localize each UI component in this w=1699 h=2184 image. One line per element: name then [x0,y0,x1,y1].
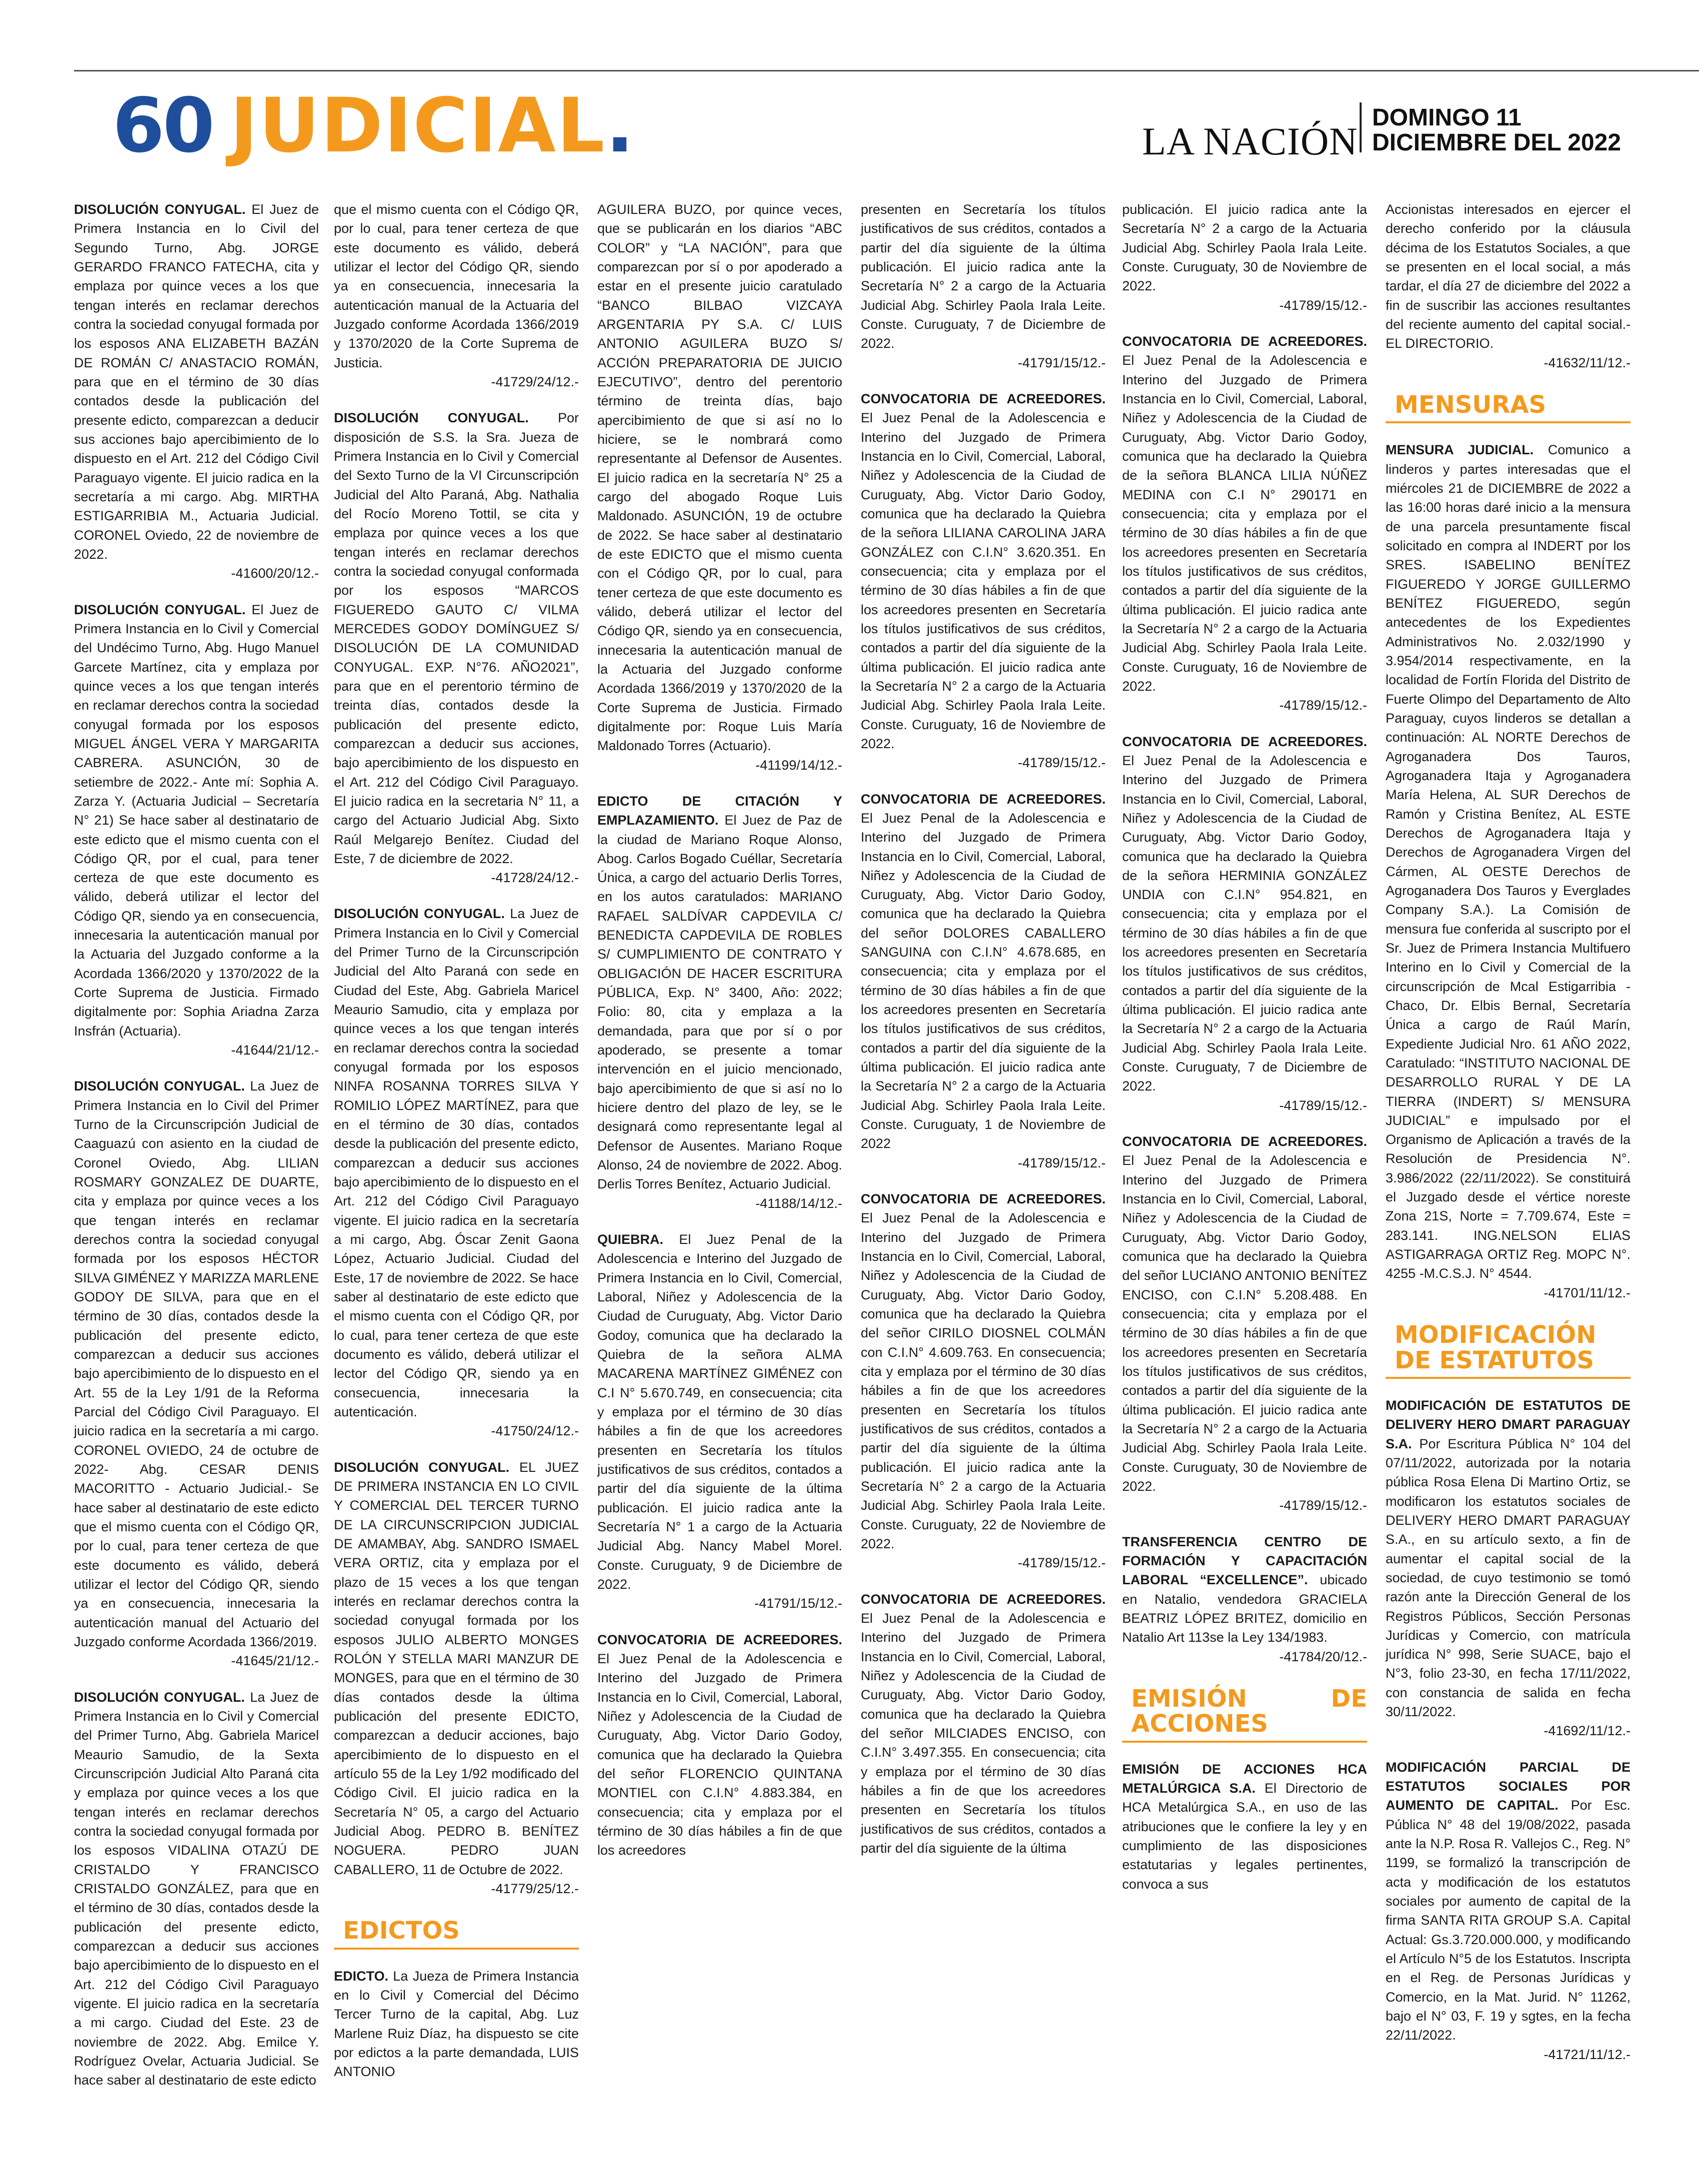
section-header: EDICTOS [334,1915,579,1949]
notice-body: ubicado en Natalio, vendedora GRACIELA BEATRIZ LÓPEZ BRITEZ, domicilio en Natalio Art 113se la Ley 134/1983. [1122,1572,1367,1645]
column-5 [1122,200,1367,1911]
page-number: 60 [112,82,213,169]
notice-body: La Juez de Primera Instancia en lo Civil y Comercial del Primer Turno de la Circunscripción Judicial del Alto Paraná con sede en Ciudad del Este, Abg. Gabriela Maricel Meaurio Samudio, cita y emplaza por quince veces a los que tengan interés en reclamar derechos contra la sociedad conyugal formada por los esposos NINFA ROSANNA TORRES SILVA Y ROMILIO LÓPEZ MARTÍNEZ, para que en el término de 30 días, contados desde la publicación del presente edicto, comparezcan a deducir sus acciones bajo apercibimiento de lo dispuesto en el Art. 212 del Código Civil Paraguayo vigente. El juicio radica en la secretaría a mi cargo, Abg. Óscar Zenit Gaona López, Actuario Judicial. Ciudad del Este, 17 de noviembre de 2022. Se hace saber al destinatario de este edicto que el mismo cuenta con el Código QR, por lo cual, para tener certeza de que este documento es válido, deberá utilizar el lector del Código QR, siendo ya en consecuencia, innecesaria la autenticación. [334,906,579,1420]
notice-ref: -41721/11/12.- [1544,2047,1631,2062]
date-weekday: DOMINGO 11 [1372,104,1522,131]
notice [861,790,1106,1173]
notice-ref: -41789/15/12.- [1279,297,1367,313]
notice-body: AGUILERA BUZO, por quince veces, que se publicarán en los diarios “ABC COLOR” y “LA NACIÓN”, para que comparezcan por sí o por apoderado a estar en el presente juicio caratulado “BANCO BILBAO VIZCAYA ARGENTARIA PY S.A. C/ LUIS ANTONIO AGUILERA BUZO S/ ACCIÓN PREPARATORIA DE JUICIO EJECUTIVO”, dentro del perentorio término de treinta días, bajo apercibimiento de que si así no lo hiciere, se le nombrará como representante al Defensor de Ausentes. El juicio radica en la secretaría N° 25 a cargo del abogado Roque Luis Maldonado. ASUNCIÓN, 19 de octubre de 2022. Se hace saber al destinatario de este EDICTO que el mismo cuenta con el Código QR, por lo cual, para tener certeza de que este documento es válido, deberá utilizar el lector del Código QR, siendo ya en consecuencia, innecesaria la autenticación manual de la Actuaria del Juzgado conforme Acordada 1366/2019 y 1370/2020 de la Corte Suprema de Justicia. Firmado digitalmente por: Roque Luis María Maldonado Torres (Actuario). [597,202,842,754]
notice-title: CONVOCATORIA DE ACREEDORES. [597,1632,842,1647]
notice [861,200,1106,372]
notice-title: CONVOCATORIA DE ACREEDORES. [861,1591,1106,1607]
notice-title: DISOLUCIÓN CONYUGAL. [334,1459,510,1475]
notice-title: CONVOCATORIA DE ACREEDORES. [861,1191,1106,1207]
notice-title: DISOLUCIÓN CONYUGAL. [334,906,505,922]
notice-ref: -41789/15/12.- [1279,1097,1367,1113]
notice-body: presenten en Secretaría los títulos justificativos de sus créditos, contados a partir del día siguiente de la última publicación. El juicio radica ante la Secretaría N° 2 a cargo de la Actuaria Judicial Abg. Schirley Paola Irala Leite. Conste. Curuguaty, 7 de Diciembre de 2022. [861,202,1106,351]
notice-title: EMISIÓN DE ACCIONES HCA METALÚRGICA S.A. [1122,1761,1367,1796]
notice-body: Por Esc. Pública N° 48 del 19/08/2022, pasada ante la N.P. Rosa R. Vallejos C., Reg. N° 1199, se formalizó la transcripción de acta y modificación de los estatutos sociales por aumento de capital de la firma SANTA RITA GROUP S.A. Capital Actual: Gs.3.720.000.000, y modificando el Artículo N°5 de los Estatutos. Inscripta en el Reg. de Personas Jurídicas y Comercio, en la Mat. Jurid. N° 11262, bajo el N° 03, F. 19 y sgtes, en la fecha 22/11/2022. [1386,1798,1631,2043]
notice-ref: -41789/15/12.- [1018,1155,1106,1170]
notice [1122,1760,1367,1894]
newspaper-logo: LA NACIÓN [1142,119,1358,163]
notice-title: CONVOCATORIA DE ACREEDORES. [1122,1134,1367,1149]
notice-title: MENSURA JUDICIAL. [1386,442,1534,458]
notice-ref: -41789/15/12.- [1018,1555,1106,1571]
notice-body: Por disposición de S.S. la Sra. Jueza de Primera Instancia en lo Civil y Comercial del Sexto Turno de la VI Circunscripción Judicial del Alto Paraná, Abg. Nathalia del Rocío Moreno Tottil, se cita y emplaza por quince veces a los que tengan interés en reclamar derechos contra la sociedad conyugal conformada por los esposos “MARCOS FIGUEREDO GAUTO C/ VILMA MERCEDES GODOY DOMÍNGUEZ S/ DISOLUCIÓN DE LA COMUNIDAD CONYUGAL. EXP. N°76. AÑO2021”, para que en el perentorio término de treinta días, contados desde la publicación del presente edicto, comparezcan a deducir sus acciones, bajo apercibimiento de los dispuesto en el Art. 212 del Código Civil Paraguayo. El juicio radica en la secretaria N° 11, a cargo del Actuario Judicial Abg. Sixto Raúl Melgarejo Benítez. Ciudad del Este, 7 de diciembre de 2022. [334,410,579,866]
notice-title: CONVOCATORIA DE ACREEDORES. [1122,333,1367,349]
notice-title: DISOLUCIÓN CONYUGAL. [74,1689,245,1705]
notice-body: El Juez Penal de la Adolescencia e Interino del Juzgado de Primera Instancia en lo Civil, Comercial, Laboral, Niñez y Adolescencia de la Ciudad de Curuguaty, Abg. Victor Dario Godoy, comunica que ha declarado la Quiebra de la señora LILIANA CAROLINA JARA GONZÁLEZ con C.I.N° 3.620.351. En consecuencia; cita y emplaza por el término de 30 días hábiles a fin de que los acreedores presenten en Secretaría los títulos justificativos de sus créditos, contados a partir del día siguiente de la última publicación. El juicio radica ante la Secretaría N° 2 a cargo de la Actuaria Judicial Abg. Schirley Paola Irala Leite. Conste. Curuguaty, 16 de Noviembre de 2022. [861,410,1106,751]
notice-body: publicación. El juicio radica ante la Secretaría N° 2 a cargo de la Actuaria Judicial Abg. Schirley Paola Irala Leite. Conste. Curuguaty, 30 de Noviembre de 2022. [1122,202,1367,294]
notice-title: CONVOCATORIA DE ACREEDORES. [861,391,1106,406]
notice-body: El Juez Penal de la Adolescencia e Interino del Juzgado de Primera Instancia en lo Civil, Comercial, Laboral, Niñez y Adolescencia de la Ciudad de Curuguaty, Abg. Victor Dario Godoy, comunica que ha declarado la Quiebra de la señora ALMA MACARENA MARTÍNEZ GIMÉNEZ con C.I N° 5.670.749, en consecuencia; cita y emplaza por el término de 30 días hábiles a fin de que los acreedores presenten en Secretaría los títulos justificativos de sus créditos, contados a partir del día siguiente de la última publicación. El juicio radica ante la Secretaría N° 1 a cargo de la Actuaria Judicial Abg. Nancy Mabel Morel. Conste. Curuguaty, 9 de Diciembre de 2022. [597,1232,842,1592]
notice-body: El Juez Penal de la Adolescencia e Interino del Juzgado de Primera Instancia en lo Civil, Comercial, Laboral, Niñez y Adolescencia de la Ciudad de Curuguaty, Abg. Victor Dario Godoy, comunica que ha declarado la Quiebra del señor CIRILO DIOSNEL COLMÁN con C.I.N° 4.609.763. En consecuencia; cita y emplaza por el término de 30 días hábiles a fin de que los acreedores presenten en Secretaría los títulos justificativos de sus créditos, contados a partir del día siguiente de la última publicación. El juicio radica ante la Secretaría N° 2 a cargo de la Actuaria Judicial Abg. Schirley Paola Irala Leite. Conste. Curuguaty, 22 de Noviembre de 2022. [861,1210,1106,1551]
section-header: EMISIÓN DE ACCIONES [1122,1683,1367,1743]
notice-body: La Juez de Primera Instancia en lo Civil del Primer Turno de la Circunscripción Judicial de Caaguazú con asiento en la ciudad de Coronel Oviedo, Abg. LILIAN ROSMARY GONZALEZ DE DUARTE, cita y emplaza por quince veces a los que tengan interés en reclamar derechos contra la sociedad conyugal formada por los esposos HÉCTOR SILVA GIMÉNEZ Y MARIZZA MARLENE GODOY DE SILVA, para que en el término de 30 días, contados desde la publicación del presente edicto, comparezcan a deducir sus acciones bajo apercibimiento de lo dispuesto en el Art. 55 de la Ley 1/91 de la Reforma Parcial del Código Civil Paraguayo. El juicio radica en la secretaría a mi cargo. CORONEL OVIEDO, 24 de octubre de 2022- Abg. CESAR DENIS MACORITTO - Actuario Judicial.- Se hace saber al destinatario de este edicto que el mismo cuenta con el Código QR, por lo cual, para tener certeza de que este documento es válido, deberá utilizar el lector del Código QR, siendo ya en consecuencia, innecesaria la autenticación manual del Actuario del Juzgado conforme Acordada 1366/2019. [74,1079,319,1649]
notice-body: El Juez Penal de la Adolescencia e Interino del Juzgado de Primera Instancia en lo Civil, Comercial, Laboral, Niñez y Adolescencia de la Ciudad de Curuguaty, Abg. Victor Dario Godoy, comunica que ha declarado la Quiebra de la señora BLANCA LILIA NÚÑEZ MEDINA con C.I N° 290171 en consecuencia; cita y emplaza por el término de 30 días hábiles a fin de que los acreedores presenten en Secretaría los títulos justificativos de sus créditos, contados a partir del día siguiente de la última publicación. El juicio radica ante la Secretaría N° 2 a cargo de la Actuaria Judicial Abg. Schirley Paola Irala Leite. Conste. Curuguaty, 16 de Noviembre de 2022. [1122,353,1367,694]
notice [334,904,579,1440]
notice-ref: -41645/21/12.- [231,1653,319,1669]
notice-body: Por Escritura Pública N° 104 del 07/11/2022, autorizada por la notaria pública Rosa Elena Di Martino Ortiz, se modificaron los estatutos sociales de DELIVERY HERO DMART PARAGUAY S.A., en su artículo sexto, a fin de aumentar el capital social de la sociedad, de cuyo testimonio se tomó razón ante la Dirección General de los Registros Públicos, Sección Personas Jurídicas y Comercio, con matrícula jurídica N° 998, Serie SUACE, bajo el N°3, folio 23-30, en fecha 17/11/2022, con constancia de salida en fecha 30/11/2022. [1386,1436,1631,1720]
notice [334,200,579,391]
header-rule [74,70,1699,71]
section-header: MODIFICACIÓN DE ESTATUTOS [1386,1319,1631,1379]
notice [1386,1758,1631,2064]
notice-body: El Juez Penal de la Adolescencia e Interino del Juzgado de Primera Instancia en lo Civil, Comercial, Laboral, Niñez y Adolescencia de la Ciudad de Curuguaty, Abg. Victor Dario Godoy, comunica que ha declarado la Quiebra del señor LUCIANO ANTONIO BENÍTEZ ENCISO, con C.I.N° 5.208.488. En consecuencia; cita y emplaza por el término de 30 días hábiles a fin de que los acreedores presenten en Secretaría los títulos justificativos de sus créditos, contados a partir del día siguiente de la última publicación. El juicio radica ante la Secretaría N° 2 a cargo de la Actuaria Judicial Abg. Schirley Paola Irala Leite. Conste. Curuguaty, 30 de Noviembre de 2022. [1122,1153,1367,1494]
notice [74,1077,319,1670]
notice-ref: -41750/24/12.- [491,1423,579,1439]
notice [1386,440,1631,1302]
notice-title: EDICTO. [334,1968,389,1984]
notice-body: EL JUEZ DE PRIMERA INSTANCIA EN LO CIVIL Y COMERCIAL DEL TERCER TURNO DE LA CIRCUNSCRIPCION JUDICIAL DE AMAMBAY, Abg. SANDRO ISMAEL VERA ORTIZ, cita y emplaza por el plazo de 15 veces a los que tengan interés en reclamar derechos contra la sociedad conyugal formada por los esposos JULIO ALBERTO MONGES ROLÓN Y STELLA MARI MANZUR DE MONGES, para que en el término de 30 días contados desde la última publicación del presente EDICTO, comparezcan a deducir acciones, bajo apercibimiento de lo dispuesto en el artículo 55 de la Ley 1/92 modificado del Código Civil. El juicio radica en la Secretaría N° 05, a cargo del Actuario Judicial Abog. PEDRO B. BENÍTEZ NOGUERA. PEDRO JUAN CABALLERO, 11 de Octubre de 2022. [334,1459,579,1877]
notice-ref: -41789/15/12.- [1279,698,1367,713]
notice [597,1230,842,1613]
notice-body: La Juez de Primera Instancia en lo Civil y Comercial del Primer Turno, Abg. Gabriela Maricel Meaurio Samudio, de la Sexta Circunscripción Judicial Alto Paraná cita y emplaza por quince veces a los que tengan interés en reclamar derechos contra la sociedad conyugal formada por los esposos VIDALINA OTAZÚ DE CRISTALDO Y FRANCISCO CRISTALDO GONZÁLEZ, para que en el término de 30 días, contados desde la publicación del presente edicto, comparezcan a deducir sus acciones bajo apercibimiento de lo dispuesto en el Art. 212 del Código Civil Paraguayo vigente. El juicio radica en la secretaría a mi cargo. Ciudad del Este. 23 de noviembre de 2022. Abg. Emilce Y. Rodríguez Ovelar, Actuaria Judicial. Se hace saber al destinatario de este edicto [74,1689,319,2088]
section-title [230,82,635,169]
notice-body: que el mismo cuenta con el Código QR, por lo cual, para tener certeza de que este documento es válido, deberá utilizar el lector del Código QR, siendo ya en consecuencia, innecesaria la autenticación manual de la Actuaria del Juzgado conforme Acordada 1366/2019 y 1370/2020 de la Corte Suprema de Justicia. [334,202,579,370]
notice-body: El Juez Penal de la Adolescencia e Interino del Juzgado de Primera Instancia en lo Civil, Comercial, Laboral, Niñez y Adolescencia de la Ciudad de Curuguaty, Abg. Victor Dario Godoy, comunica que ha declarado la Quiebra de la señora HERMINIA GONZÁLEZ UNDIA con C.I.N° 954.821, en consecuencia; cita y emplaza por el término de 30 días hábiles a fin de que los acreedores presenten en Secretaría los títulos justificativos de sus créditos, contados a partir del día siguiente de la última publicación. El juicio radica ante la Secretaría N° 2 a cargo de la Actuaria Judicial Abg. Schirley Paola Irala Leite. Conste. Curuguaty, 7 de Diciembre de 2022. [1122,753,1367,1094]
column-6 [1386,200,1631,2081]
notice-title: TRANSFERENCIA CENTRO DE FORMACIÓN Y CAPACITACIÓN LABORAL “EXCELLENCE”. [1122,1534,1367,1588]
notice-ref: -41600/20/12.- [231,566,319,581]
notice-ref: -41632/11/12.- [1544,355,1631,370]
notice-body: El Juez de Paz de la ciudad de Mariano Roque Alonso, Abog. Carlos Bogado Cuéllar, Secretaría Única, a cargo del actuario Derlis Torres, en los autos caratulados: MARIANO RAFAEL SALDÍVAR CAPDEVILA C/ BENEDICTA CAPDEVILA DE ROBLES S/ CUMPLIMIENTO DE CONTRATO Y OBLIGACIÓN DE HACER ESCRITURA PÚBLICA, Exp. N° 3400, Año: 2022; Folio: 80, cita y emplaza a la demandada, para que por sí o por apoderado, se presente a tomar intervención en el juicio mencionado, bajo apercibimiento de que si así no lo hiciere dentro del plazo de ley, se le designará como representante legal al Defensor de Ausentes. Mariano Roque Alonso, 24 de noviembre de 2022. Abog. Derlis Torres Benítez, Actuario Judicial. [597,813,842,1192]
notice-ref: -41188/14/12.- [755,1195,842,1211]
notice-ref: -41779/25/12.- [491,1881,579,1896]
notice [1122,732,1367,1115]
section-dot: . [605,82,635,169]
column-4 [861,200,1106,1875]
notice-body: El Directorio de HCA Metalúrgica S.A., en uso de las atribuciones que le confiere la ley y en cumplimiento de las disposiciones estatutarias y legales pertinentes, convoca a sus [1122,1781,1367,1892]
notice-body: El Juez Penal de la Adolescencia e Interino del Juzgado de Primera Instancia en lo Civil, Comercial, Laboral, Niñez y Adolescencia de la Ciudad de Curuguaty, Abg. Victor Dario Godoy, comunica que ha declarado la Quiebra del señor MILCIADES ENCISO, con C.I.N° 3.497.355. En consecuencia; cita y emplaza por el término de 30 días hábiles a fin de que los acreedores presenten en Secretaría los títulos justificativos de sus créditos, contados a partir del día siguiente de la última [861,1610,1106,1856]
notice [1122,332,1367,715]
notice-ref: -41701/11/12.- [1544,1285,1631,1300]
notice [1122,1532,1367,1666]
notice-ref: -41692/11/12.- [1544,1723,1631,1739]
notice-body: La Jueza de Primera Instancia en lo Civil y Comercial del Décimo Tercer Turno de la capital, Abg. Luz Marlene Ruiz Díaz, ha dispuesto se cite por edictos a la parte demandada, LUIS ANTONIO [334,1968,579,2080]
notice-ref: -41729/24/12.- [491,374,579,389]
notice-title: CONVOCATORIA DE ACREEDORES. [861,791,1106,807]
notice-ref: -41791/15/12.- [1018,355,1106,370]
notice [1122,1132,1367,1515]
section-header: MENSURAS [1386,389,1631,423]
notice-body: El Juez de Primera Instancia en lo Civil y Comercial del Undécimo Turno, Abg. Hugo Manuel Garcete Martínez, cita y emplaza por quince veces a los que tengan interés en reclamar derechos contra la sociedad conyugal formada por los esposos MIGUEL ÁNGEL VERA Y MARGARITA CABRERA. ASUNCIÓN, 30 de setiembre de 2022.- Ante mí: Sophia A. Zarza Y. (Actuaria Judicial – Secretaría N° 21) Se hace saber al destinatario de este edicto que el mismo cuenta con el Código QR, por el cual, para tener certeza de que este documento es válido, deberá utilizar el lector del Código QR, siendo ya en consecuencia, innecesaria la autenticación manual por la Actuaria del Juzgado conforme a la Acordada 1366/2020 y 1370/2022 de la Corte Suprema de Justicia. Firmado digitalmente por: Sophia Ariadna Zarza Insfrán (Actuaria). [74,602,319,1039]
notice [861,1590,1106,1858]
notice [597,200,842,775]
column-3 [597,200,842,1877]
notice-ref: -41728/24/12.- [491,870,579,886]
notice [1386,200,1631,372]
notice [74,600,319,1060]
header-divider [1360,102,1362,152]
section-name: JUDICIAL [230,82,606,169]
notice-title: DISOLUCIÓN CONYUGAL. [74,1079,245,1094]
notice-ref: -41789/15/12.- [1279,1498,1367,1513]
notice-body: El Juez Penal de la Adolescencia e Interino del Juzgado de Primera Instancia en lo Civil, Comercial, Laboral, Niñez y Adolescencia de la Ciudad de Curuguaty, Abg. Victor Dario Godoy, comunica que ha declarado la Quiebra del señor DOLORES CABALLERO SANGUINA con C.I.N° 4.678.685, en consecuencia; cita y emplaza por el término de 30 días hábiles a fin de que los acreedores presenten en Secretaría los títulos justificativos de sus créditos, contados a partir del día siguiente de la última publicación. El juicio radica ante la Secretaría N° 2 a cargo de la Actuaria Judicial Abg. Schirley Paola Irala Leite. Conste. Curuguaty, 1 de Noviembre de 2022 [861,810,1106,1151]
notice-body: El Juez Penal de la Adolescencia e Interino del Juzgado de Primera Instancia en lo Civil, Comercial, Laboral, Niñez y Adolescencia de la Ciudad de Curuguaty, Abg. Victor Dario Godoy, comunica que ha declarado la Quiebra del señor FLORENCIO QUINTANA MONTIEL con C.I.N° 4.883.384, en consecuencia; cita y emplaza por el término de 30 días hábiles a fin de que los acreedores [597,1651,842,1858]
notice-title: QUIEBRA. [597,1232,664,1247]
notice [597,1630,842,1860]
notice [74,1688,319,2090]
notice-ref: -41789/15/12.- [1018,755,1106,771]
notice-ref: -41644/21/12.- [231,1043,319,1058]
date-full: DICIEMBRE DEL 2022 [1372,129,1621,156]
notice [861,1189,1106,1573]
notice-title: DISOLUCIÓN CONYUGAL. [74,602,246,617]
notice [334,408,579,887]
notice-ref: -41199/14/12.- [755,757,842,773]
column-2 [334,200,579,2099]
notice [1122,200,1367,315]
notice-body: Accionistas interesados en ejercer el derecho conferido por la cláusula décima de los Estatutos Sociales, a que se presenten en el local social, a más tardar, el día 27 de diciembre del 2022 a fin de suscribir las acciones resultantes del reciente aumento del capital social.- EL DIRECTORIO. [1386,202,1631,351]
notice [74,200,319,583]
notice [861,389,1106,773]
notice-ref: -41784/20/12.- [1279,1649,1367,1664]
notice [1386,1396,1631,1741]
column-1 [74,200,319,2107]
notice-title: DISOLUCIÓN CONYUGAL. [334,410,529,426]
notice-title: DISOLUCIÓN CONYUGAL. [74,202,246,217]
notice-title: MODIFICACIÓN DE ESTATUTOS DE DELIVERY HERO DMART PARAGUAY S.A. [1386,1397,1631,1451]
notice [334,1458,579,1899]
notice-body: El Juez de Primera Instancia en lo Civil del Segundo Turno, Abg. JORGE GERARDO FRANCO FATECHA, cita y emplaza por quince veces a los que tengan interés en reclamar derechos contra la sociedad conyugal formada por los esposos ANA ELIZABETH BAZÁN DE ROMÁN C/ ANASTACIO ROMÁN, para que en el término de 30 días contados desde la publicación del presente edicto, comparezcan a deducir sus acciones bajo apercibimiento de lo dispuesto en el Art. 212 del Código Civil Paraguayo vigente. El juicio radica en la secretaría a mi cargo. Abg. MIRTHA ESTIGARRIBIA M., Actuaria Judicial. CORONEL Oviedo, 22 de noviembre de 2022. [74,202,319,562]
notice-title: CONVOCATORIA DE ACREEDORES. [1122,734,1367,749]
notice-ref: -41791/15/12.- [754,1596,842,1611]
notice-title: EDICTO DE CITACIÓN Y EMPLAZAMIENTO. [597,793,842,828]
notice [334,1967,579,2082]
notice-title: MODIFICACIÓN PARCIAL DE ESTATUTOS SOCIALES POR AUMENTO DE CAPITAL. [1386,1759,1631,1813]
notice [597,792,842,1213]
notice-body: Comunico a linderos y partes interesadas que el miércoles 21 de DICIEMBRE de 2022 a las 16:00 horas daré inicio a la mensura de una parcela presuntamente fiscal solicitado en compra al INDERT por los SRES. ISABELINO BENÍTEZ FIGUEREDO Y JORGE GUILLERMO BENÍTEZ FIGUEREDO, según antecedentes de los Expedientes Administrativos No. 2.032/1990 y 3.954/2014 respectivamente, en la localidad de Fortín Florida del Distrito de Fuerte Olimpo del Departamento de Alto Paraguay, cuyos linderos se detallan a continuación: AL NORTE Derechos de Agroganadera Dos Tauros, Agroganadera Itaja y Agroganadera María Helena, AL SUR Derechos de Ramón y Cristina Benítez, AL ESTE Derechos de Agroganadera Itaja y Derechos de Agroganadera Virgen del Cármen, AL OESTE Derechos de Agroganadera Dos Tauros y Everglades Company S.A.). La Comisión de mensura fue conferida al suscripto por el Sr. Juez de Primera Instancia Multifuero Interino en lo Civil y Comercial de la circunscripción de Mcal Estigarribia - Chaco, Dr. Elbis Bernal, Secretaría Única a cargo de Raúl Marín, Expediente Judicial Nro. 61 AÑO 2022, Caratulado: “INSTITUTO NACIONAL DE DESARROLLO RURAL Y DE LA TIERRA (INDERT) S/ MENSURA JUDICIAL” e impulsado por el Organismo de Aplicación a través de la Resolución de Presidencia N°. 3.986/2022 (22/11/2022). Se constituirá el Juzgado desde el vértice noreste Zona 21S, Norte = 7.709.674, Este = 283.141. ING.NELSON ELIAS ASTIGARRAGA ORTIZ Reg. MOPC N°. 4255 -M.C.S.J. N° 4544. [1386,442,1631,1281]
